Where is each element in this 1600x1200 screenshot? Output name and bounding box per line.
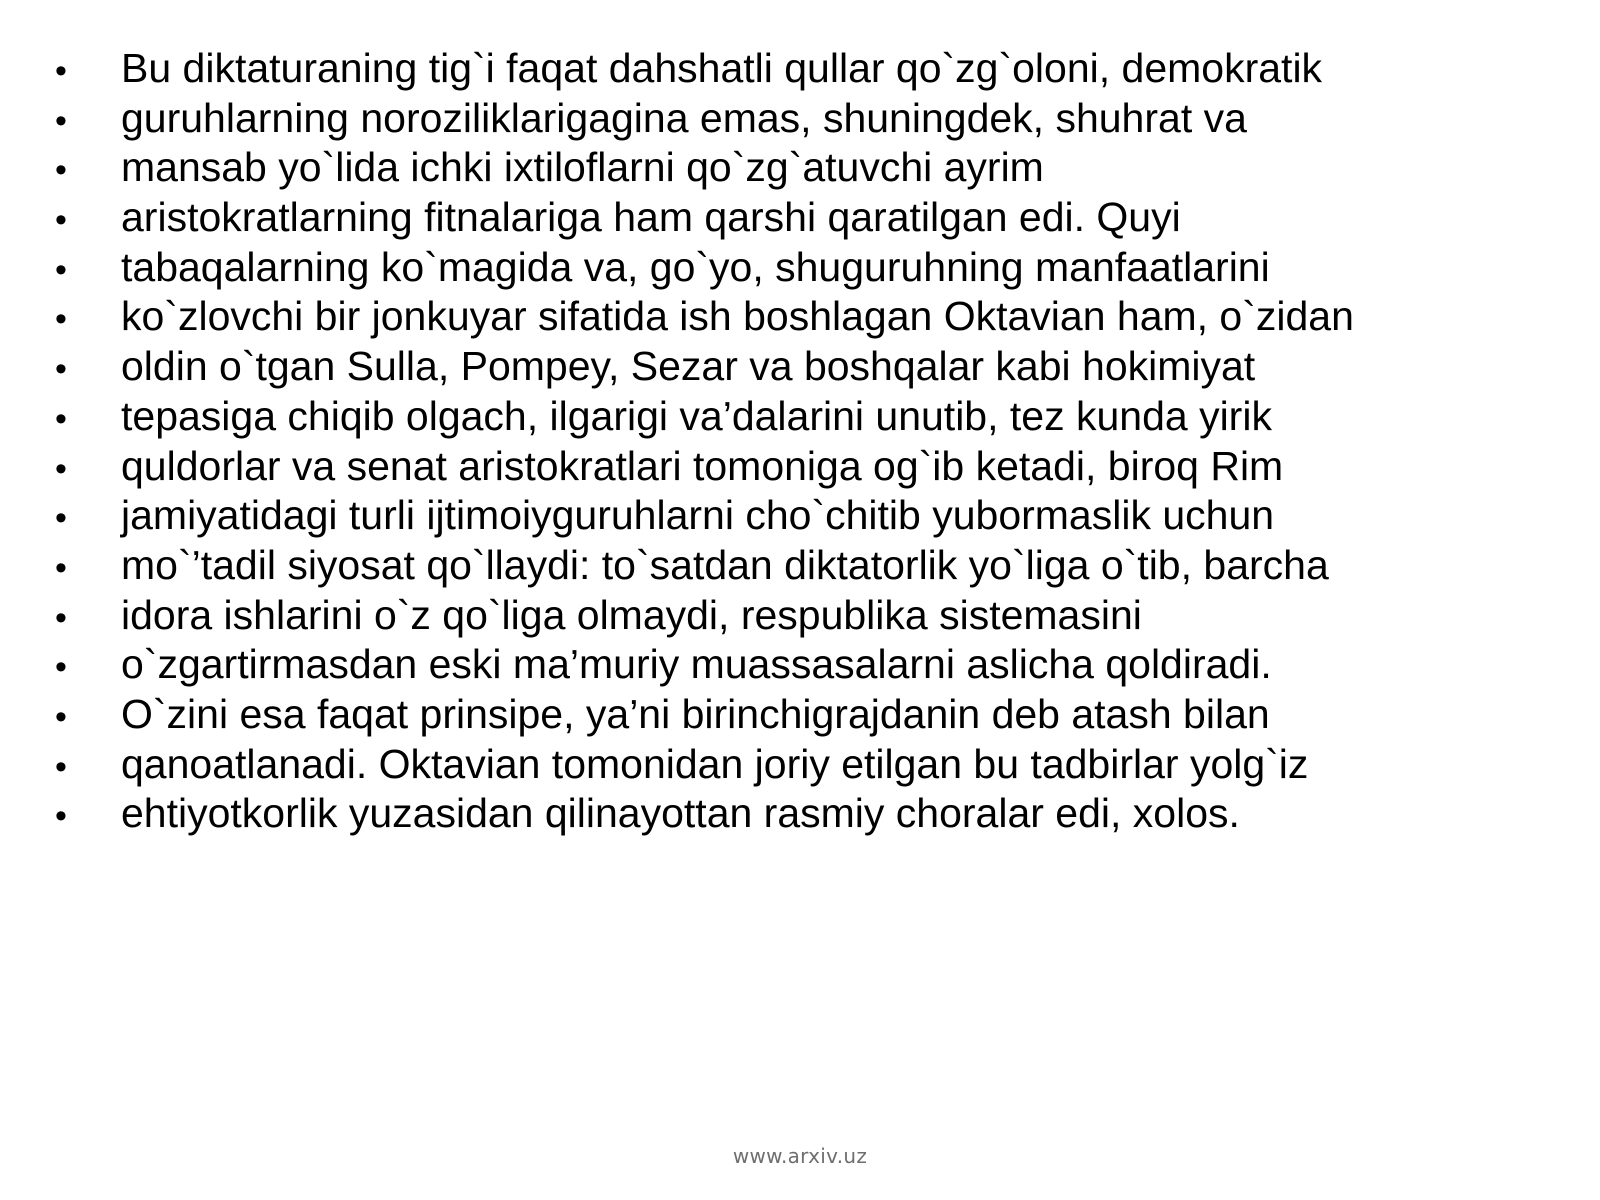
bullet-text: Bu diktaturaning tig`i faqat dahshatli qullar qo`zg`oloni, demokratik <box>121 45 1323 91</box>
bullet-line <box>55 243 1525 293</box>
bullet-line <box>55 690 1525 740</box>
bullet-text: tabaqalarning ko`magida va, go`yo, shuguruhning manfaatlarini <box>121 243 1270 290</box>
footer-watermark: www.arxiv.uz <box>732 1144 868 1168</box>
bullet-line <box>55 442 1525 492</box>
bullet-text: idora ishlarini o`z qo`liga olmaydi, respublika sistemasini <box>121 591 1142 638</box>
bullet-text: o`zgartirmasdan eski ma’muriy muassasalarni aslicha qoldiradi. <box>121 641 1272 688</box>
bullet-icon: • <box>55 797 67 836</box>
bullet-line <box>55 342 1525 392</box>
bullet-line <box>55 640 1525 690</box>
bullet-icon: • <box>55 101 67 140</box>
bullet-list <box>55 44 1525 839</box>
bullet-icon: • <box>55 250 67 289</box>
bullet-icon: • <box>55 697 67 736</box>
bullet-icon: • <box>55 598 67 637</box>
bullet-line <box>55 591 1525 641</box>
bullet-line <box>55 143 1525 193</box>
bullet-text: O`zini esa faqat prinsipe, ya’ni birinchigrajdanin deb atash bilan <box>121 690 1270 737</box>
bullet-icon: • <box>55 350 67 389</box>
bullet-text: ehtiyotkorlik yuzasidan qilinayottan rasmiy choralar edi, xolos. <box>121 790 1240 837</box>
bullet-text: oldin o`tgan Sulla, Pompey, Sezar va boshqalar kabi hokimiyat <box>121 343 1256 390</box>
bullet-icon: • <box>55 648 67 687</box>
bullet-line <box>55 541 1525 591</box>
bullet-icon: • <box>55 52 67 90</box>
bullet-text: quldorlar va senat aristokratlari tomoniga og`ib ketadi, biroq Rim <box>121 442 1284 489</box>
bullet-icon: • <box>55 499 67 538</box>
bullet-line <box>55 193 1525 243</box>
bullet-text: ko`zlovchi bir jonkuyar sifatida ish boshlagan Oktavian ham, o`zidan <box>121 293 1354 340</box>
bullet-text: jamiyatidagi turli ijtimoiyguruhlarni cho`chitib yubormaslik uchun <box>121 492 1275 539</box>
bullet-line <box>55 292 1525 342</box>
bullet-text: mansab yo`lida ichki ixtiloflarni qo`zg`atuvchi ayrim <box>121 144 1044 191</box>
bullet-icon: • <box>55 300 67 339</box>
bullet-line <box>55 491 1525 541</box>
bullet-line <box>55 789 1525 839</box>
bullet-icon: • <box>55 151 67 190</box>
bullet-text: qanoatlanadi. Oktavian tomonidan joriy etilgan bu tadbirlar yolg`iz <box>121 740 1309 787</box>
bullet-text: tepasiga chiqib olgach, ilgarigi va’dalarini unutib, tez kunda yirik <box>121 392 1272 439</box>
bullet-text: mo`’tadil siyosat qo`llaydi: to`satdan diktatorlik yo`liga o`tib, barcha <box>121 541 1329 588</box>
bullet-line <box>55 44 1525 94</box>
bullet-icon: • <box>55 399 67 438</box>
bullet-text: aristokratlarning fitnalariga ham qarshi qaratilgan edi. Quyi <box>121 194 1181 241</box>
bullet-line <box>55 392 1525 442</box>
bullet-icon: • <box>55 449 67 488</box>
bullet-icon: • <box>55 201 67 240</box>
bullet-line <box>55 94 1525 144</box>
bullet-line <box>55 740 1525 790</box>
bullet-icon: • <box>55 747 67 786</box>
bullet-text: guruhlarning noroziliklarigagina emas, shuningdek, shuhrat va <box>121 94 1247 141</box>
bullet-icon: • <box>55 548 67 587</box>
